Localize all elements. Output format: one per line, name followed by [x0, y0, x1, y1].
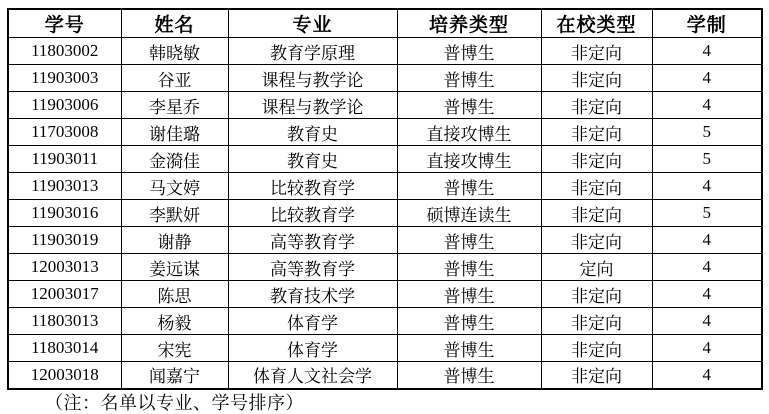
cell: 4 — [652, 227, 762, 254]
cell: 韩晓敏 — [121, 38, 228, 65]
cell: 马文婷 — [121, 173, 228, 200]
table-row — [8, 200, 762, 227]
cell: 5 — [652, 146, 762, 173]
cell: 11903016 — [8, 200, 121, 227]
table-row — [8, 362, 762, 389]
cell: 普博生 — [397, 173, 541, 200]
cell: 谢佳璐 — [121, 119, 228, 146]
table-row — [8, 38, 762, 65]
table-row — [8, 308, 762, 335]
cell: 11703008 — [8, 119, 121, 146]
cell: 姜远谋 — [121, 254, 228, 281]
cell: 教育史 — [228, 119, 397, 146]
cell: 11903013 — [8, 173, 121, 200]
cell: 杨毅 — [121, 308, 228, 335]
cell: 普博生 — [397, 308, 541, 335]
cell: 非定向 — [541, 65, 652, 92]
cell: 普博生 — [397, 65, 541, 92]
cell: 陈思 — [121, 281, 228, 308]
table-row — [8, 146, 762, 173]
cell: 宋宪 — [121, 335, 228, 362]
table-row — [8, 173, 762, 200]
cell: 金漪佳 — [121, 146, 228, 173]
cell: 闻嘉宁 — [121, 362, 228, 389]
table-row — [8, 335, 762, 362]
cell: 直接攻博生 — [397, 119, 541, 146]
cell: 谷亚 — [121, 65, 228, 92]
column-header: 学号 — [8, 9, 121, 38]
cell: 硕博连读生 — [397, 200, 541, 227]
cell: 4 — [652, 92, 762, 119]
table-row — [8, 119, 762, 146]
cell: 课程与教学论 — [228, 65, 397, 92]
cell: 普博生 — [397, 335, 541, 362]
cell: 体育学 — [228, 335, 397, 362]
cell: 11803002 — [8, 38, 121, 65]
table-row — [8, 65, 762, 92]
table-row — [8, 281, 762, 308]
cell: 4 — [652, 173, 762, 200]
cell: 李星乔 — [121, 92, 228, 119]
table-row — [8, 254, 762, 281]
cell: 课程与教学论 — [228, 92, 397, 119]
column-header: 学制 — [652, 9, 762, 38]
cell: 非定向 — [541, 362, 652, 389]
cell: 4 — [652, 362, 762, 389]
cell: 教育史 — [228, 146, 397, 173]
cell: 非定向 — [541, 38, 652, 65]
cell: 4 — [652, 65, 762, 92]
cell: 非定向 — [541, 92, 652, 119]
cell: 普博生 — [397, 362, 541, 389]
cell: 4 — [652, 308, 762, 335]
cell: 5 — [652, 200, 762, 227]
cell: 体育学 — [228, 308, 397, 335]
cell: 体育人文社会学 — [228, 362, 397, 389]
cell: 4 — [652, 254, 762, 281]
cell: 谢静 — [121, 227, 228, 254]
cell: 11903006 — [8, 92, 121, 119]
cell: 非定向 — [541, 173, 652, 200]
cell: 12003017 — [8, 281, 121, 308]
student-list-table — [7, 8, 763, 390]
cell: 李默妍 — [121, 200, 228, 227]
cell: 11903019 — [8, 227, 121, 254]
column-header: 在校类型 — [541, 9, 652, 38]
footer-note: （注：名单以专业、学号排序） — [45, 393, 304, 413]
cell: 教育技术学 — [228, 281, 397, 308]
cell: 11903003 — [8, 65, 121, 92]
cell: 非定向 — [541, 281, 652, 308]
cell: 12003013 — [8, 254, 121, 281]
cell: 非定向 — [541, 119, 652, 146]
cell: 普博生 — [397, 254, 541, 281]
column-header: 专业 — [228, 9, 397, 38]
cell: 5 — [652, 119, 762, 146]
cell: 普博生 — [397, 281, 541, 308]
cell: 非定向 — [541, 146, 652, 173]
cell: 比较教育学 — [228, 200, 397, 227]
cell: 比较教育学 — [228, 173, 397, 200]
cell: 定向 — [541, 254, 652, 281]
table-row — [8, 92, 762, 119]
column-header: 姓名 — [121, 9, 228, 38]
cell: 4 — [652, 281, 762, 308]
cell: 非定向 — [541, 227, 652, 254]
cell: 11803013 — [8, 308, 121, 335]
cell: 高等教育学 — [228, 254, 397, 281]
header-row — [8, 9, 762, 38]
cell: 11803014 — [8, 335, 121, 362]
cell: 4 — [652, 335, 762, 362]
cell: 教育学原理 — [228, 38, 397, 65]
cell: 非定向 — [541, 335, 652, 362]
cell: 非定向 — [541, 200, 652, 227]
cell: 4 — [652, 38, 762, 65]
cell: 高等教育学 — [228, 227, 397, 254]
cell: 直接攻博生 — [397, 146, 541, 173]
table-row — [8, 227, 762, 254]
cell: 12003018 — [8, 362, 121, 389]
cell: 普博生 — [397, 227, 541, 254]
cell: 普博生 — [397, 92, 541, 119]
cell: 11903011 — [8, 146, 121, 173]
cell: 普博生 — [397, 38, 541, 65]
cell: 非定向 — [541, 308, 652, 335]
column-header: 培养类型 — [397, 9, 541, 38]
